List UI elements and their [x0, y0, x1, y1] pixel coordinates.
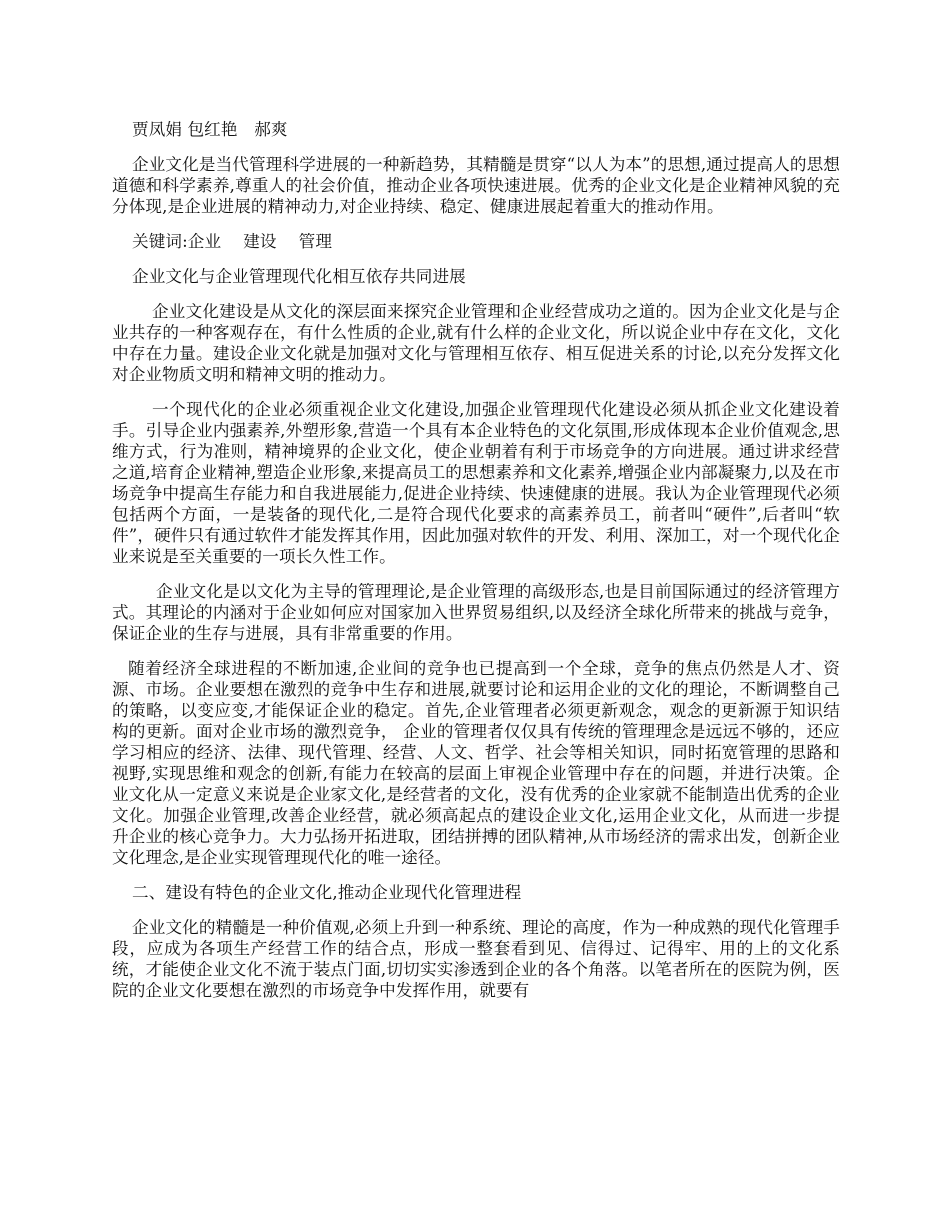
section-heading-2: 二、建设有特色的企业文化,推动企业现代化管理进程 — [132, 883, 522, 902]
abstract-paragraph: 企业文化是当代管理科学进展的一种新趋势，其精髓是贯穿“以人为本”的思想,通过提高人的思想道德和科学素养,尊重人的社会价值，推动企业各项快速进展。优秀的企业文化是企业精神风貌的充分体现,是企业进展的精神动力,对企业持续、稳定、健康进展起着重大的推动作用。 — [112, 155, 840, 216]
section-heading-1: 企业文化与企业管理现代化相互依存共同进展 — [132, 267, 466, 286]
body-paragraph-3: 企业文化是以文化为主导的管理理论,是企业管理的高级形态,也是目前国际通过的经济管理方式。其理论的内涵对于企业如何应对国家加入世界贸易组织,以及经济全球化所带来的挑战与竞争，保证企业的生存与进展，具有非常重要的作用。 — [112, 582, 840, 643]
body-paragraph-1: 企业文化建设是从文化的深层面来探究企业管理和企业经营成功之道的。因为企业文化是与企业共存的一种客观存在，有什么性质的企业,就有什么样的企业文化，所以说企业中存在文化，文化中存在力量。建设企业文化就是加强对文化与管理相互依存、相互促进关系的讨论,以充分发挥文化对企业物质文明和精神文明的推动力。 — [112, 302, 840, 384]
body-paragraph-5: 企业文化的精髓是一种价值观,必须上升到一种系统、理论的高度，作为一种成熟的现代化管理手段，应成为各项生产经营工作的结合点，形成一整套看到见、信得过、记得牢、用的上的文化系统，才能使企业文化不流于装点门面,切切实实渗透到企业的各个角落。以笔者所在的医院为例，医院的企业文化要想在激烈的市场竞争中发挥作用，就要有 — [112, 918, 840, 1000]
keywords-line: 关键词:企业 建设 管理 — [132, 232, 333, 251]
body-paragraph-2: 一个现代化的企业必须重视企业文化建设,加强企业管理现代化建设必须从抓企业文化建设着手。引导企业内强素养,外塑形象,营造一个具有本企业特色的文化氛围,形成体现本企业价值观念,思维方式，行为准则，精神境界的企业文化，使企业朝着有利于市场竞争的方向进展。通过讲求经营之道,培育企业精神,塑造企业形象,来提高员工的思想素养和文化素养,增强企业内部凝聚力,以及在市场竞争中提高生存能力和自我进展能力,促进企业持续、快速健康的进展。我认为企业管理现代必须包括两个方面，一是装备的现代化,二是符合现代化要求的高素养员工，前者叫“硬件”,后者叫“软件”，硬件只有通过软件才能发挥其作用，因此加强对软件的开发、利用、深加工，对一个现代化企业来说是至关重要的一项长久性工作。 — [112, 400, 841, 566]
document-page — [112, 119, 840, 1015]
body-paragraph-4: 随着经济全球进程的不断加速,企业间的竞争也已提高到一个全球，竞争的焦点仍然是人才、资源、市场。企业要想在激烈的竞争中生存和进展,就要讨论和运用企业的文化的理论，不断调整自己的策略，以变应变,才能保证企业的稳定。首先,企业管理者必须更新观念，观念的更新源于知识结构的更新。面对企业市场的激烈竞争， 企业的管理者仅仅具有传统的管理理念是远远不够的，还应学习相应的经济、法律、现代管理、经营、人文、哲学、社会等相关知识，同时拓宽管理的思路和视野,实现思维和观念的创新,有能力在较高的层面上审视企业管理中存在的问题，并进行决策。企业文化从一定意义来说是企业家文化,是经营者的文化，没有优秀的企业家就不能制造出优秀的企业文化。加强企业管理,改善企业经营，就必须高起点的建设企业文化,运用企业文化，从而进一步提升企业的核心竞争力。大力弘扬开拓进取，团结拼搏的团队精神,从市场经济的需求出发，创新企业文化理念,是企业实现管理现代化的唯一途径。 — [112, 659, 840, 867]
authors-line: 贾凤娟 包红艳 郝爽 — [132, 120, 288, 139]
